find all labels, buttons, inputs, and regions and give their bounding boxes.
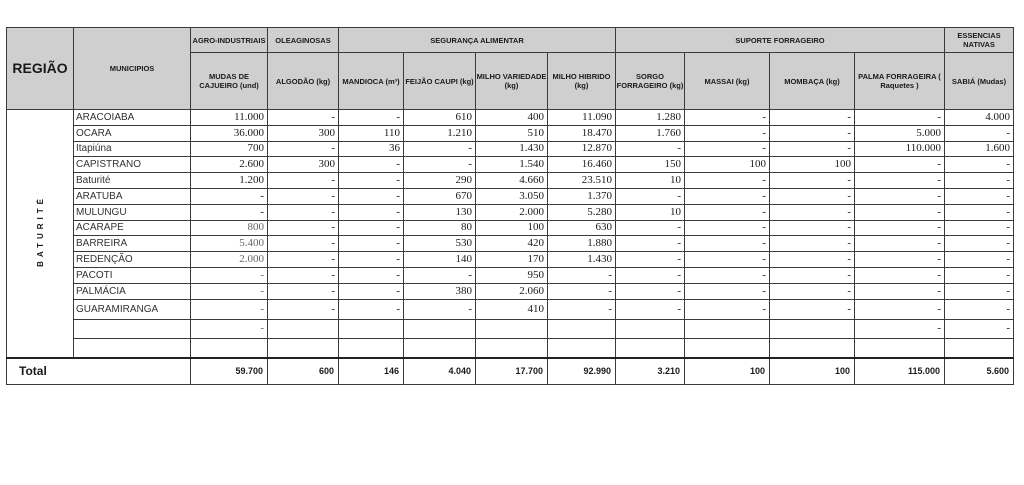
value-cell: 400 xyxy=(476,110,548,126)
table-row xyxy=(7,236,1014,252)
value-cell xyxy=(476,319,548,338)
value-cell xyxy=(685,319,770,338)
total-cell: 4.040 xyxy=(404,358,476,385)
value-cell xyxy=(548,338,616,358)
col-header: SORGO FORRAGEIRO (kg) xyxy=(616,53,685,110)
header-regiao: REGIÃO xyxy=(7,28,74,110)
value-cell: 16.460 xyxy=(548,157,616,173)
value-cell: 2.000 xyxy=(476,204,548,220)
total-cell: 17.700 xyxy=(476,358,548,385)
col-header: MUDAS DE CAJUEIRO (und) xyxy=(191,53,268,110)
value-cell: 23.510 xyxy=(548,173,616,189)
value-cell: - xyxy=(945,188,1014,204)
value-cell: 300 xyxy=(268,125,339,141)
value-cell: - xyxy=(268,173,339,189)
table-body xyxy=(7,110,1014,358)
value-cell: - xyxy=(855,236,945,252)
value-cell: - xyxy=(191,267,268,283)
table-row xyxy=(7,204,1014,220)
header-row-groups xyxy=(7,28,1014,53)
value-cell: 670 xyxy=(404,188,476,204)
table-row xyxy=(7,125,1014,141)
value-cell: - xyxy=(548,283,616,299)
value-cell: 1.280 xyxy=(616,110,685,126)
value-cell: 510 xyxy=(476,125,548,141)
value-cell: - xyxy=(945,283,1014,299)
value-cell: 130 xyxy=(404,204,476,220)
value-cell: 1.760 xyxy=(616,125,685,141)
value-cell: 110 xyxy=(339,125,404,141)
table-row xyxy=(7,110,1014,126)
municipio-cell: BARREIRA xyxy=(74,236,191,252)
municipio-cell: PACOTI xyxy=(74,267,191,283)
col-header: FEIJÃO CAUPI (kg) xyxy=(404,53,476,110)
value-cell: - xyxy=(770,173,855,189)
value-cell: - xyxy=(945,157,1014,173)
value-cell: - xyxy=(945,319,1014,338)
value-cell: 610 xyxy=(404,110,476,126)
value-cell: - xyxy=(770,252,855,268)
value-cell: - xyxy=(616,267,685,283)
value-cell: - xyxy=(548,299,616,319)
value-cell: - xyxy=(855,204,945,220)
value-cell: 4.000 xyxy=(945,110,1014,126)
value-cell: - xyxy=(685,252,770,268)
value-cell: - xyxy=(770,141,855,157)
value-cell: - xyxy=(770,110,855,126)
value-cell xyxy=(548,319,616,338)
value-cell: - xyxy=(339,110,404,126)
value-cell: - xyxy=(685,299,770,319)
municipio-cell xyxy=(74,319,191,338)
value-cell: 5.000 xyxy=(855,125,945,141)
value-cell: - xyxy=(191,319,268,338)
value-cell: - xyxy=(616,252,685,268)
table-row xyxy=(7,220,1014,236)
value-cell: - xyxy=(404,141,476,157)
value-cell: - xyxy=(685,236,770,252)
total-cell: 100 xyxy=(685,358,770,385)
value-cell: 18.470 xyxy=(548,125,616,141)
value-cell xyxy=(855,338,945,358)
table-row xyxy=(7,319,1014,338)
municipio-cell: GUARAMIRANGA xyxy=(74,299,191,319)
value-cell xyxy=(945,338,1014,358)
value-cell: - xyxy=(945,252,1014,268)
value-cell: 100 xyxy=(770,157,855,173)
value-cell: 36.000 xyxy=(191,125,268,141)
header-group-suporte: SUPORTE FORRAGEIRO xyxy=(616,28,945,53)
value-cell: - xyxy=(616,299,685,319)
value-cell: - xyxy=(616,141,685,157)
value-cell: 12.870 xyxy=(548,141,616,157)
col-header: MASSAI (kg) xyxy=(685,53,770,110)
value-cell: - xyxy=(945,236,1014,252)
value-cell: - xyxy=(191,283,268,299)
value-cell: 1.210 xyxy=(404,125,476,141)
value-cell: 10 xyxy=(616,173,685,189)
value-cell: - xyxy=(770,204,855,220)
value-cell: - xyxy=(685,188,770,204)
value-cell: - xyxy=(268,220,339,236)
total-cell: 5.600 xyxy=(945,358,1014,385)
value-cell: - xyxy=(685,125,770,141)
table-row xyxy=(7,267,1014,283)
value-cell: - xyxy=(339,267,404,283)
value-cell: 1.370 xyxy=(548,188,616,204)
table-row xyxy=(7,299,1014,319)
value-cell: - xyxy=(770,236,855,252)
value-cell: 80 xyxy=(404,220,476,236)
value-cell: - xyxy=(339,157,404,173)
value-cell: - xyxy=(404,267,476,283)
header-group-agro: AGRO-INDUSTRIAIS xyxy=(191,28,268,53)
value-cell: 420 xyxy=(476,236,548,252)
value-cell: 170 xyxy=(476,252,548,268)
value-cell: - xyxy=(268,283,339,299)
value-cell xyxy=(404,338,476,358)
value-cell: - xyxy=(268,252,339,268)
municipio-cell: PALMÁCIA xyxy=(74,283,191,299)
value-cell: - xyxy=(770,283,855,299)
value-cell: 1.600 xyxy=(945,141,1014,157)
value-cell: - xyxy=(855,283,945,299)
value-cell: - xyxy=(268,299,339,319)
value-cell: - xyxy=(339,299,404,319)
value-cell: 150 xyxy=(616,157,685,173)
value-cell: 380 xyxy=(404,283,476,299)
value-cell: 410 xyxy=(476,299,548,319)
value-cell: - xyxy=(268,188,339,204)
municipio-cell: CAPISTRANO xyxy=(74,157,191,173)
value-cell: 700 xyxy=(191,141,268,157)
value-cell: - xyxy=(685,110,770,126)
municipio-cell: MULUNGU xyxy=(74,204,191,220)
municipio-cell xyxy=(74,338,191,358)
value-cell xyxy=(616,319,685,338)
value-cell: 4.660 xyxy=(476,173,548,189)
value-cell: - xyxy=(945,204,1014,220)
value-cell: 10 xyxy=(616,204,685,220)
total-cell: 600 xyxy=(268,358,339,385)
value-cell: 110.000 xyxy=(855,141,945,157)
table-row xyxy=(7,252,1014,268)
value-cell: 1.200 xyxy=(191,173,268,189)
value-cell: 36 xyxy=(339,141,404,157)
value-cell: - xyxy=(685,173,770,189)
value-cell: - xyxy=(339,188,404,204)
value-cell: 140 xyxy=(404,252,476,268)
value-cell: 3.050 xyxy=(476,188,548,204)
value-cell: - xyxy=(404,157,476,173)
value-cell: - xyxy=(685,220,770,236)
value-cell: - xyxy=(268,267,339,283)
value-cell: - xyxy=(339,173,404,189)
value-cell: - xyxy=(339,204,404,220)
value-cell: - xyxy=(268,236,339,252)
value-cell xyxy=(685,338,770,358)
value-cell: - xyxy=(855,267,945,283)
municipio-cell: Baturité xyxy=(74,173,191,189)
value-cell xyxy=(616,338,685,358)
value-cell: 2.000 xyxy=(191,252,268,268)
value-cell: - xyxy=(855,299,945,319)
header-municipios: MUNICIPIOS xyxy=(74,28,191,110)
value-cell: 2.060 xyxy=(476,283,548,299)
value-cell: - xyxy=(855,220,945,236)
value-cell: 530 xyxy=(404,236,476,252)
col-header: PALMA FORRAGEIRA ( Raquetes ) xyxy=(855,53,945,110)
value-cell: - xyxy=(191,299,268,319)
value-cell: 5.280 xyxy=(548,204,616,220)
value-cell: - xyxy=(616,236,685,252)
value-cell: 100 xyxy=(685,157,770,173)
value-cell xyxy=(770,338,855,358)
table-row xyxy=(7,188,1014,204)
value-cell xyxy=(476,338,548,358)
value-cell: - xyxy=(685,204,770,220)
value-cell: - xyxy=(339,252,404,268)
value-cell: 1.430 xyxy=(476,141,548,157)
value-cell xyxy=(770,319,855,338)
value-cell: - xyxy=(770,188,855,204)
header-group-essencias: ESSENCIAS NATIVAS xyxy=(945,28,1014,53)
value-cell: - xyxy=(685,283,770,299)
value-cell: 5.400 xyxy=(191,236,268,252)
value-cell xyxy=(339,319,404,338)
value-cell: - xyxy=(339,283,404,299)
value-cell: - xyxy=(945,125,1014,141)
value-cell xyxy=(404,319,476,338)
value-cell: - xyxy=(855,319,945,338)
value-cell: - xyxy=(191,204,268,220)
value-cell: - xyxy=(268,110,339,126)
value-cell: - xyxy=(268,204,339,220)
value-cell: 1.540 xyxy=(476,157,548,173)
municipio-cell: ARACOIABA xyxy=(74,110,191,126)
value-cell: - xyxy=(770,267,855,283)
value-cell: 290 xyxy=(404,173,476,189)
value-cell: 11.000 xyxy=(191,110,268,126)
total-cell: 146 xyxy=(339,358,404,385)
value-cell: 800 xyxy=(191,220,268,236)
value-cell xyxy=(268,338,339,358)
value-cell: - xyxy=(855,110,945,126)
value-cell: - xyxy=(945,267,1014,283)
value-cell: - xyxy=(404,299,476,319)
value-cell: - xyxy=(855,173,945,189)
value-cell: 11.090 xyxy=(548,110,616,126)
value-cell: - xyxy=(770,220,855,236)
value-cell: 1.880 xyxy=(548,236,616,252)
value-cell: - xyxy=(685,267,770,283)
total-row xyxy=(7,358,1014,385)
value-cell: - xyxy=(685,141,770,157)
value-cell: 950 xyxy=(476,267,548,283)
table-row xyxy=(7,173,1014,189)
value-cell: - xyxy=(616,283,685,299)
value-cell: 2.600 xyxy=(191,157,268,173)
table-row xyxy=(7,157,1014,173)
total-label: Total xyxy=(7,358,191,385)
region-cell xyxy=(7,110,74,358)
value-cell xyxy=(339,338,404,358)
value-cell xyxy=(268,319,339,338)
value-cell: - xyxy=(268,141,339,157)
value-cell: 300 xyxy=(268,157,339,173)
total-cell: 92.990 xyxy=(548,358,616,385)
municipio-cell: ACARAPE xyxy=(74,220,191,236)
col-header: MANDIOCA (m³) xyxy=(339,53,404,110)
col-header: MOMBAÇA (kg) xyxy=(770,53,855,110)
col-header: MILHO HIBRIDO (kg) xyxy=(548,53,616,110)
value-cell: - xyxy=(339,220,404,236)
value-cell: - xyxy=(945,173,1014,189)
col-header: MILHO VARIEDADE (kg) xyxy=(476,53,548,110)
value-cell: - xyxy=(855,188,945,204)
region-name: BATURITÉ xyxy=(35,195,45,268)
value-cell: - xyxy=(191,188,268,204)
value-cell: - xyxy=(770,299,855,319)
header-group-seguranca: SEGURANÇA ALIMENTAR xyxy=(339,28,616,53)
municipio-cell: ARATUBA xyxy=(74,188,191,204)
col-header: ALGODÃO (kg) xyxy=(268,53,339,110)
table-row xyxy=(7,141,1014,157)
value-cell: - xyxy=(855,157,945,173)
table-row xyxy=(7,283,1014,299)
value-cell: - xyxy=(855,252,945,268)
total-cell: 3.210 xyxy=(616,358,685,385)
production-table xyxy=(6,27,1014,385)
value-cell: - xyxy=(548,267,616,283)
value-cell: 630 xyxy=(548,220,616,236)
value-cell: - xyxy=(770,125,855,141)
value-cell: - xyxy=(945,299,1014,319)
value-cell: - xyxy=(339,236,404,252)
value-cell: 1.430 xyxy=(548,252,616,268)
table-row xyxy=(7,338,1014,358)
value-cell: 100 xyxy=(476,220,548,236)
value-cell xyxy=(191,338,268,358)
col-header: SABIÁ (Mudas) xyxy=(945,53,1014,110)
municipio-cell: Itapiúna xyxy=(74,141,191,157)
municipio-cell: OCARA xyxy=(74,125,191,141)
header-group-oleaginosas: OLEAGINOSAS xyxy=(268,28,339,53)
total-cell: 100 xyxy=(770,358,855,385)
total-cell: 115.000 xyxy=(855,358,945,385)
municipio-cell: REDENÇÃO xyxy=(74,252,191,268)
value-cell: - xyxy=(616,188,685,204)
value-cell: - xyxy=(616,220,685,236)
value-cell: - xyxy=(945,220,1014,236)
total-cell: 59.700 xyxy=(191,358,268,385)
